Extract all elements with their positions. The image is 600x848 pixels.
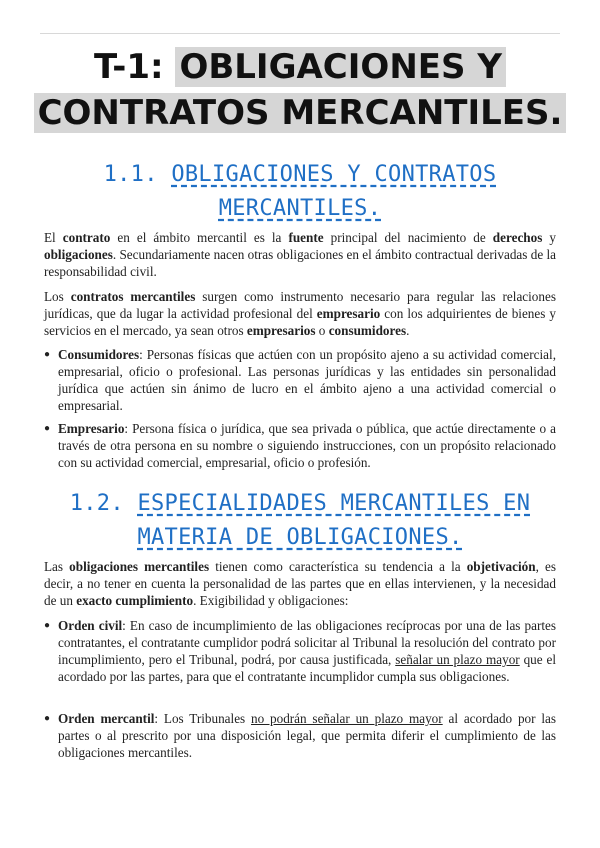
title-line2: CONTRATOS MERCANTILES. bbox=[34, 93, 567, 133]
section-heading-1-1 bbox=[40, 158, 560, 226]
bullet-icon: ● bbox=[44, 713, 51, 724]
section-number: 1.1. bbox=[103, 162, 172, 187]
page-title bbox=[0, 44, 600, 136]
list-item-orden-mercantil: ● Orden mercantil: Los Tribunales no podrán señalar un plazo mayor al acordado por las partes o al prescrito por una disposición legal, que permita diferir el cumplimiento de las obligaciones mercantiles. bbox=[44, 711, 557, 760]
section-title-line2: MERCANTILES. bbox=[218, 196, 382, 221]
section-title-line1: OBLIGACIONES Y CONTRATOS bbox=[171, 162, 497, 187]
bullet-icon: ● bbox=[44, 423, 51, 434]
paragraph-contrato: El contrato en el ámbito mercantil es la fuente principal del nacimiento de derechos y obligaciones. Secundariamente nacen otras obligaciones en el ámbito contractual derivadas de la responsabilidad civil. bbox=[44, 230, 556, 279]
paragraph-obligaciones-mercantiles: Las obligaciones mercantiles tienen como característica su tendencia a la objetivación, es decir, a no tener en cuenta la personalidad de las partes que en ellas intervienen, y la necesidad de un exacto cumplimiento. Exigibilidad y obligaciones: bbox=[44, 559, 556, 608]
list-item-empresario: ● Empresario: Persona física o jurídica, que sea privada o pública, que actúe directamente o a través de otra persona en su nombre o siguiendo instrucciones, con un propósito relacionado con su actividad comercial, empresarial, oficio o profesión. bbox=[44, 421, 556, 470]
title-prefix: T-1: bbox=[94, 47, 176, 87]
section-heading-1-2 bbox=[40, 487, 560, 555]
bullet-icon: ● bbox=[44, 349, 51, 360]
title-highlight-line1: OBLIGACIONES Y bbox=[175, 47, 506, 87]
bullet-icon: ● bbox=[44, 620, 51, 631]
top-divider bbox=[40, 33, 560, 34]
list-item-consumidores: ● Consumidores: Personas físicas que actúen con un propósito ajeno a su actividad comercial, empresarial, oficio o profesional. Las personas jurídicas y las entidades sin personalidad jurídica que actúen sin ánimo de lucro en el ámbito ajeno a una actividad comercial o empresarial. bbox=[44, 347, 556, 413]
paragraph-contratos-mercantiles: Los contratos mercantiles surgen como instrumento necesario para regular las relaciones jurídicas, que da lugar la actividad profesional del empresario con los adquirientes de bienes y servicios en el mercado, ya sean otros empresarios o consumidores. bbox=[44, 289, 556, 338]
section-title-line2: MATERIA DE OBLIGACIONES. bbox=[137, 525, 463, 550]
list-item-orden-civil: ● Orden civil: En caso de incumplimiento de las obligaciones recíprocas por una de las partes contratantes, el contratante cumplidor podrá solicitar al Tribunal la resolución del contrato por incumplimiento, pero el Tribunal, podrá, por causa justificada, señalar un plazo mayor que el acordado por las partes, para que el contratante incumplidor cumpla sus obligaciones. bbox=[44, 618, 557, 684]
section-title-line1: ESPECIALIDADES MERCANTILES EN bbox=[137, 491, 531, 516]
section-number: 1.2. bbox=[69, 491, 138, 516]
